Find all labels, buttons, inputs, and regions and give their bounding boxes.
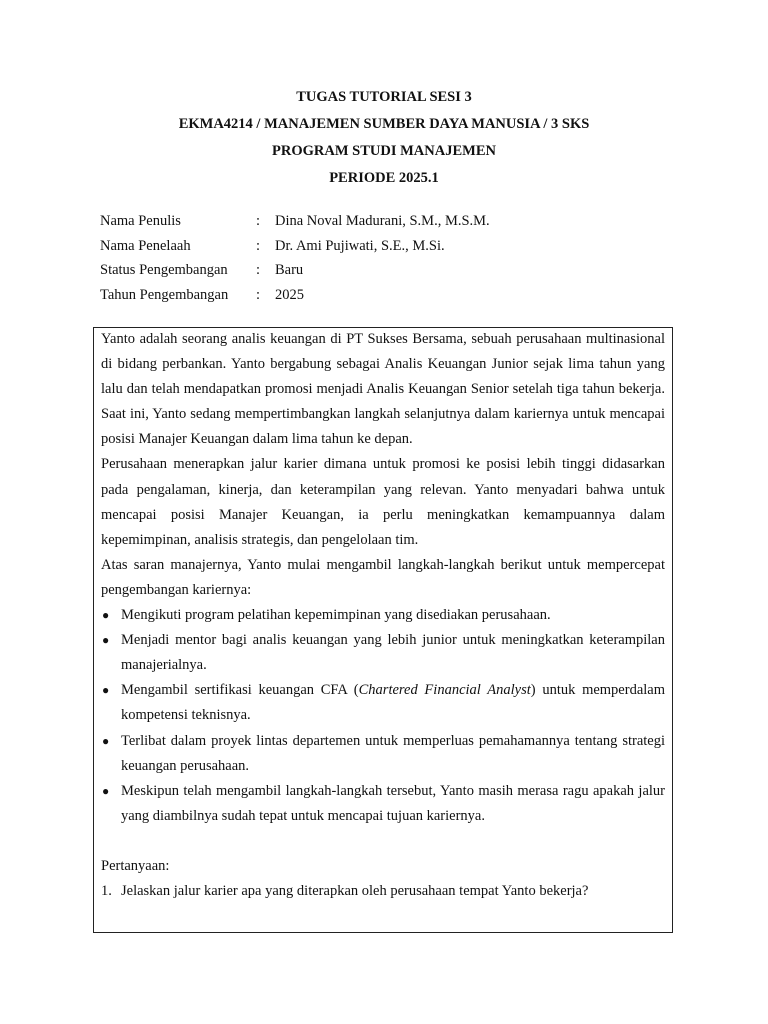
case-study-box bbox=[93, 327, 673, 933]
meta-value: Dr. Ami Pujiwati, S.E., M.Si. bbox=[275, 237, 445, 254]
list-item bbox=[101, 628, 665, 678]
meta-colon: : bbox=[256, 262, 261, 279]
case-paragraph: Perusahaan menerapkan jalur karier dimana untuk promosi ke posisi lebih tinggi didasarkan pada pengalaman, kinerja, dan keterampilan yang relevan. Yanto menyadari bahwa untuk mencapai posisi Manajer Keuangan, ia perlu meningkatkan kemampuannya dalam kepemimpinan, analisis strategis, dan pengelolaan tim. bbox=[101, 456, 665, 548]
meta-row-year bbox=[100, 283, 490, 308]
meta-colon: : bbox=[256, 287, 261, 304]
list-item-text: Terlibat dalam proyek lintas departemen untuk memperluas pemahamannya tentang strategi keuangan perusahaan. bbox=[121, 732, 665, 774]
meta-colon: : bbox=[256, 213, 261, 229]
list-item-text: Meskipun telah mengambil langkah-langkah tersebut, Yanto masih merasa ragu apakah jalur yang diambilnya sudah tepat untuk mencapai tujuan kariernya. bbox=[121, 782, 665, 824]
meta-row-status bbox=[100, 258, 490, 283]
meta-label: Nama Penulis bbox=[100, 213, 181, 229]
question-text: Jelaskan jalur karier apa yang diterapkan oleh perusahaan tempat Yanto bekerja? bbox=[121, 883, 589, 900]
meta-label: Status Pengembangan bbox=[100, 262, 228, 279]
questions-label: Pertanyaan: bbox=[101, 857, 170, 874]
list-item bbox=[101, 729, 665, 779]
career-steps-list bbox=[101, 603, 665, 829]
meta-value: Baru bbox=[275, 262, 304, 279]
question-item bbox=[101, 879, 665, 904]
list-item-text bbox=[121, 682, 665, 723]
list-item-text-end: ) untuk memperdalam kompetensi teknisnya. bbox=[121, 682, 666, 724]
list-item-text-italic: Chartered Financial Analyst bbox=[358, 682, 531, 699]
bullet-icon: ● bbox=[102, 608, 110, 623]
meta-colon: : bbox=[256, 237, 261, 254]
spacer bbox=[101, 829, 665, 854]
header-period: PERIODE 2025.1 bbox=[329, 170, 439, 186]
list-item bbox=[101, 678, 665, 728]
case-paragraph: Yanto adalah seorang analis keuangan di PT Sukses Bersama, sebuah perusahaan multinasional di bidang perbankan. Yanto bergabung sebagai Analis Keuangan Junior sejak lima tahun yang lalu dan telah mendapatkan promosi menjadi Analis Keuangan Senior setelah tiga tahun bekerja. Saat ini, Yanto sedang mempertimbangkan langkah selanjutnya dalam kariernya untuk mencapai posisi Manajer Keuangan dalam lima tahun ke depan. bbox=[101, 331, 665, 448]
header-program: PROGRAM STUDI MANAJEMEN bbox=[272, 143, 496, 159]
document-header bbox=[0, 84, 768, 192]
meta-row-author bbox=[100, 209, 490, 234]
header-course: EKMA4214 / MANAJEMEN SUMBER DAYA MANUSIA / 3 SKS bbox=[178, 116, 590, 132]
bullet-icon: ● bbox=[102, 683, 110, 698]
list-item-text-start: Mengambil sertifikasi keuangan CFA ( bbox=[121, 682, 359, 699]
meta-value: Dina Noval Madurani, S.M., M.S.M. bbox=[275, 213, 490, 229]
list-item bbox=[101, 779, 665, 829]
document-metadata bbox=[100, 209, 490, 308]
bullet-icon: ● bbox=[102, 783, 110, 798]
question-number: 1. bbox=[101, 883, 112, 900]
bullet-icon: ● bbox=[102, 733, 110, 748]
meta-row-reviewer bbox=[100, 234, 490, 259]
meta-label: Nama Penelaah bbox=[100, 237, 191, 254]
case-paragraph: Atas saran manajernya, Yanto mulai mengambil langkah-langkah berikut untuk mempercepat pengembangan kariernya: bbox=[101, 556, 665, 598]
list-item-text: Mengikuti program pelatihan kepemimpinan yang disediakan perusahaan. bbox=[121, 607, 551, 624]
list-item bbox=[101, 603, 665, 628]
meta-label: Tahun Pengembangan bbox=[100, 287, 229, 304]
bullet-icon: ● bbox=[102, 633, 110, 648]
questions-list bbox=[101, 879, 665, 904]
header-title: TUGAS TUTORIAL SESI 3 bbox=[296, 89, 472, 105]
list-item-text: Menjadi mentor bagi analis keuangan yang lebih junior untuk meningkatkan keterampilan manajerialnya. bbox=[121, 632, 665, 674]
meta-value: 2025 bbox=[275, 287, 304, 304]
